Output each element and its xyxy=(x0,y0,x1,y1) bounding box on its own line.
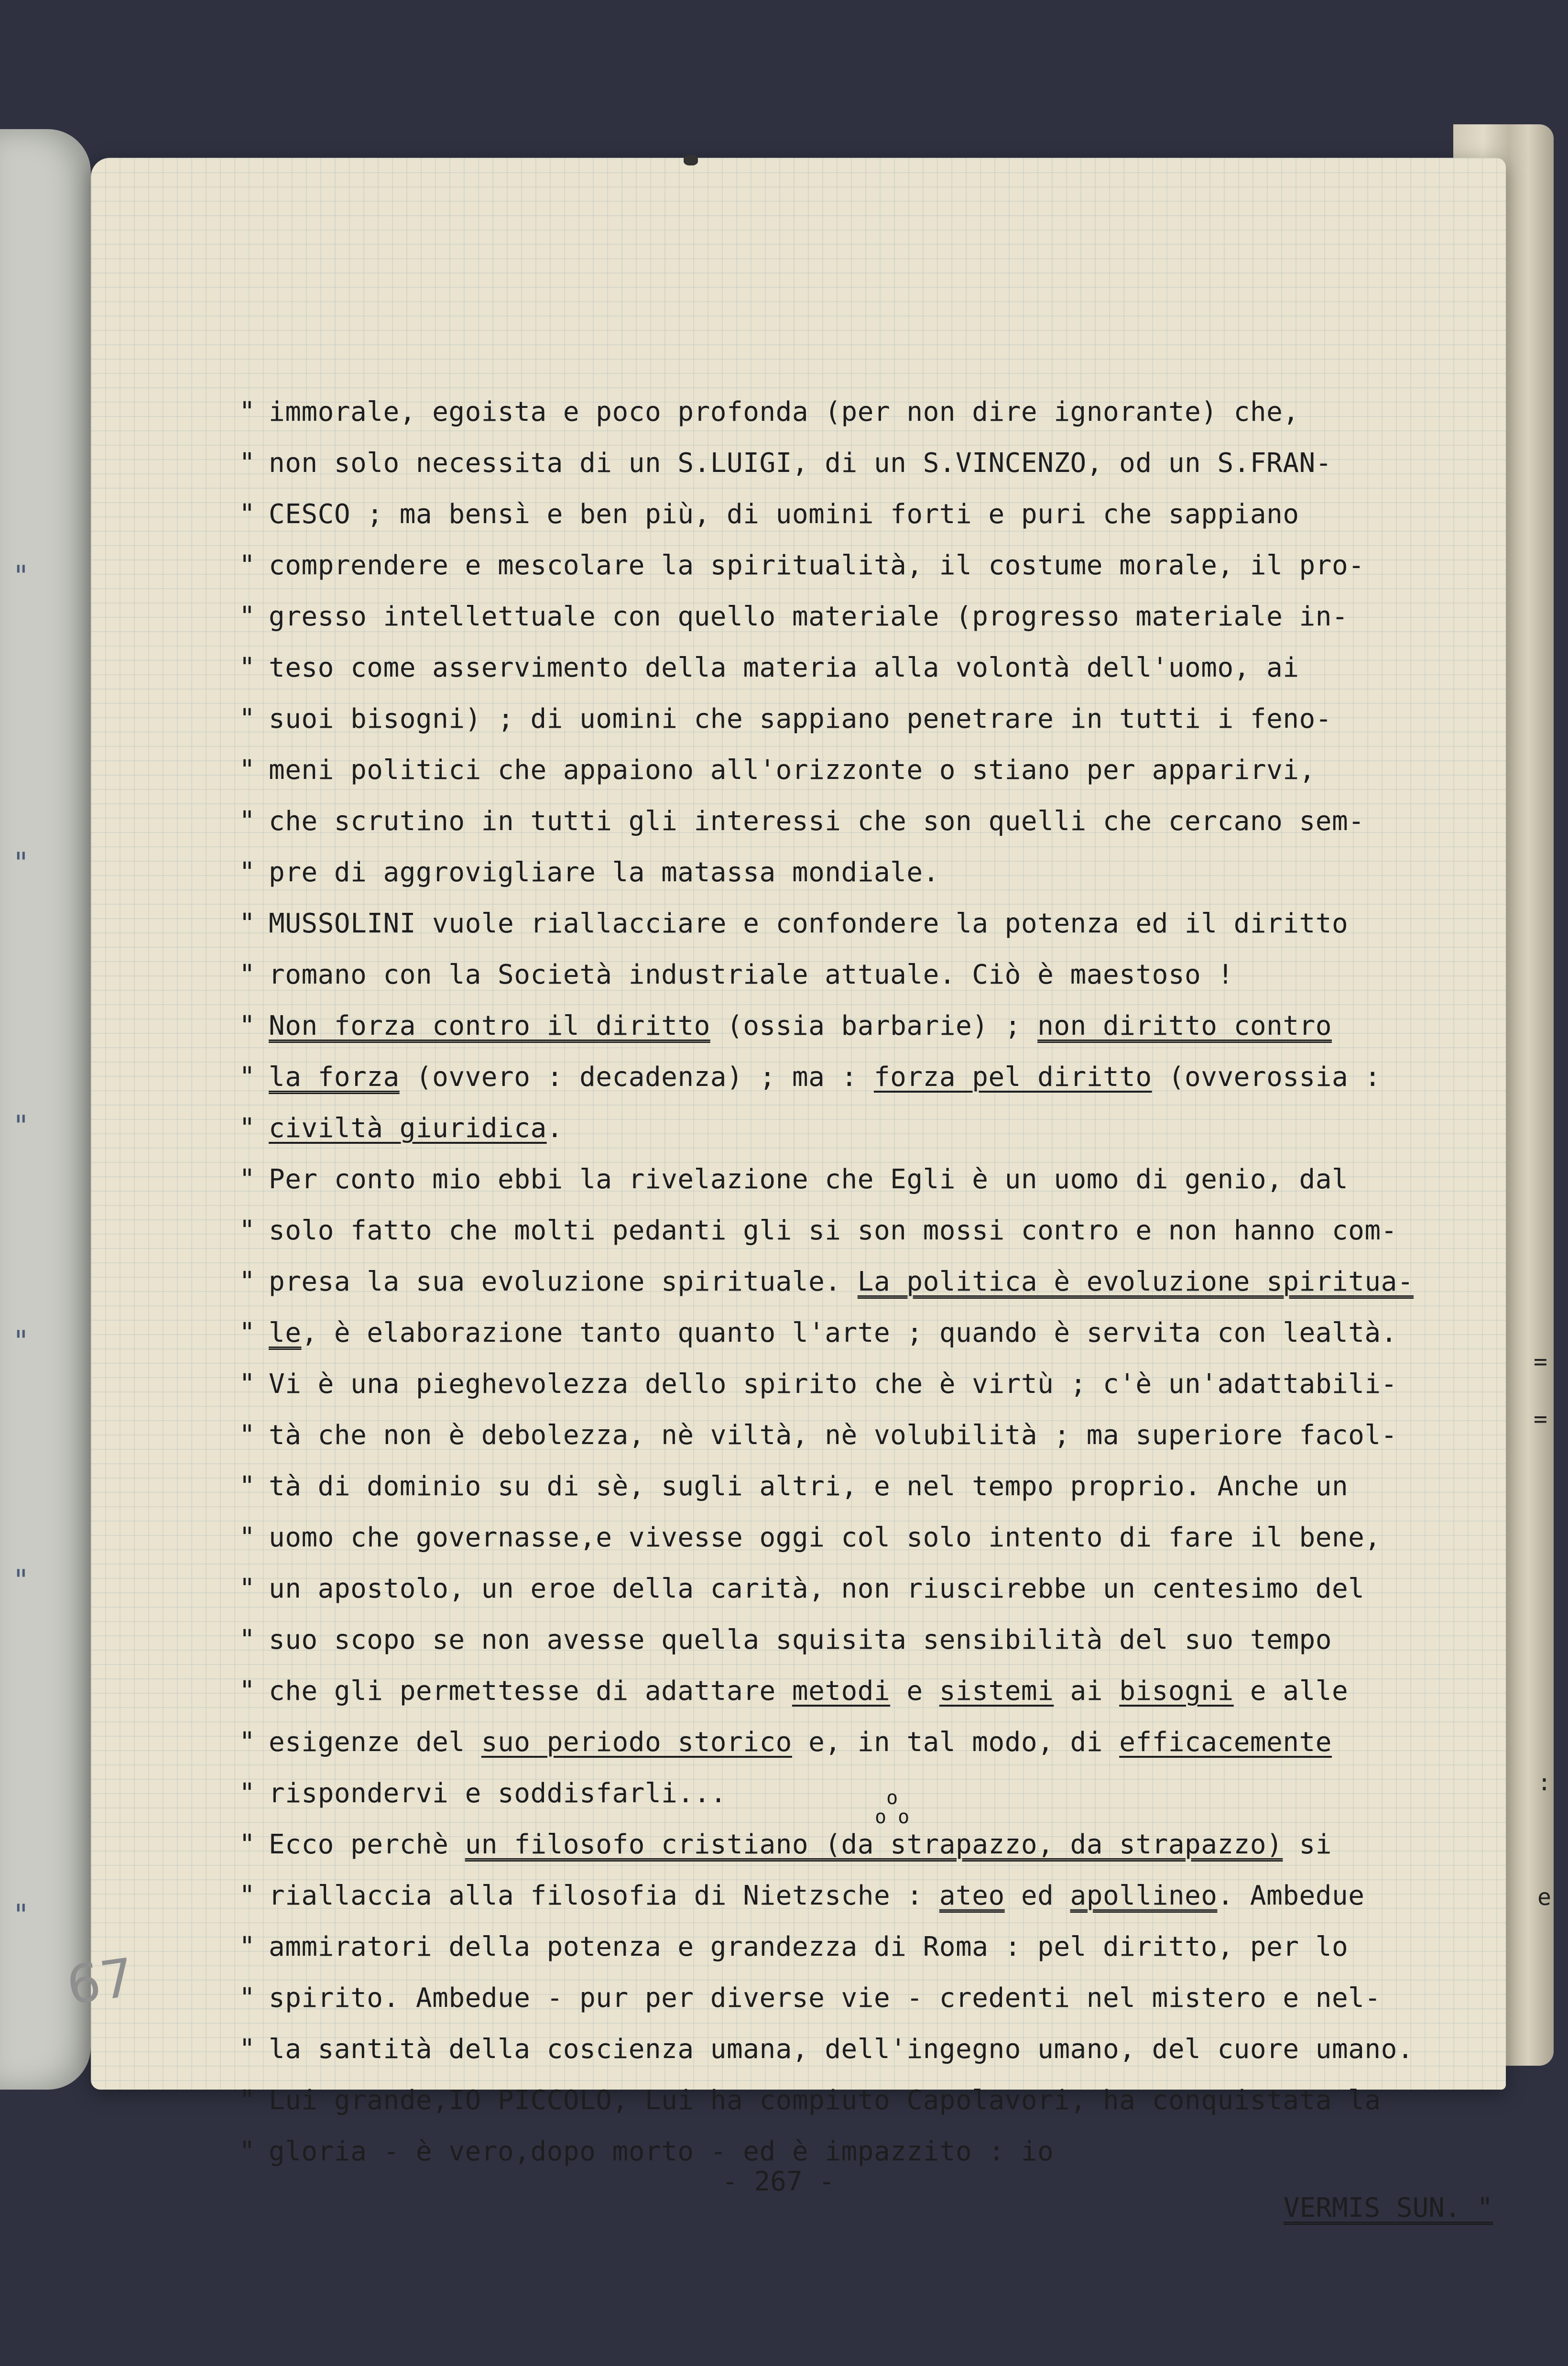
underlined-phrase: le xyxy=(269,1317,302,1348)
text-segment: pre di aggrovigliare la matassa mondiale. xyxy=(269,857,939,888)
margin-mark: " xyxy=(14,1898,28,1932)
text-segment: un apostolo, un eroe della carità, non riuscirebbe un centesimo del xyxy=(269,1573,1365,1604)
line-text xyxy=(269,806,1364,837)
text-segment: tà di dominio su di sè, sugli altri, e nel tempo proprio. Anche un xyxy=(269,1471,1349,1502)
stack-mark: : xyxy=(1537,1769,1551,1796)
text-segment: rispondervi e soddisfarli... xyxy=(269,1778,727,1809)
line-text xyxy=(269,499,1299,530)
signature-line xyxy=(1219,2161,1493,2255)
quote-mark: " xyxy=(239,1522,256,1553)
text-segment: che scrutino in tutti gli interessi che son quelli che cercano sem- xyxy=(269,806,1365,837)
underlined-phrase: non diritto contro xyxy=(1037,1010,1332,1041)
underlined-phrase: Non forza contro il diritto xyxy=(269,1010,710,1041)
text-segment: ai xyxy=(1054,1676,1120,1707)
typed-page xyxy=(91,158,1506,2224)
line-text xyxy=(269,1983,1381,2014)
ornament-circles: o o o xyxy=(875,1787,910,1828)
underlined-phrase: ateo xyxy=(939,1880,1005,1911)
text-segment: si xyxy=(1283,1829,1332,1860)
staple-mark xyxy=(684,155,698,165)
quote-mark: " xyxy=(239,396,256,427)
quote-mark: " xyxy=(239,1880,256,1911)
text-segment: suoi bisogni) ; di uomini che sappiano penetrare in tutti i feno- xyxy=(269,703,1332,734)
quote-mark: " xyxy=(239,2136,256,2167)
underlined-phrase: un filosofo cristiano (da strapazzo, da strapazzo) xyxy=(465,1829,1283,1860)
quote-mark: " xyxy=(239,755,256,786)
line-text xyxy=(269,1420,1397,1451)
stack-mark: = xyxy=(1534,1406,1547,1433)
text-segment: . xyxy=(546,1113,563,1144)
underlined-phrase: apollineo xyxy=(1070,1880,1218,1911)
line-text xyxy=(269,1523,1381,1553)
line-text xyxy=(269,704,1332,734)
quote-mark: " xyxy=(239,499,256,530)
quote-mark: " xyxy=(239,1317,256,1348)
quote-mark: " xyxy=(239,1573,256,1604)
quote-mark: " xyxy=(239,1676,256,1707)
quote-mark: " xyxy=(239,2034,256,2065)
text-segment: (ovvero : decadenza) ; ma : xyxy=(399,1062,874,1093)
line-text xyxy=(269,550,1364,581)
line-text xyxy=(269,1113,563,1144)
quote-mark: " xyxy=(239,1369,256,1400)
line-text xyxy=(269,1676,1348,1707)
line-text xyxy=(269,1829,1332,1860)
text-segment: meni politici che appaiono all'orizzonte o stiano per apparirvi, xyxy=(269,755,1316,786)
quote-mark: " xyxy=(239,1624,256,1655)
quote-mark: " xyxy=(239,1983,256,2014)
quote-mark: " xyxy=(239,1215,256,1246)
line-text xyxy=(269,1574,1364,1604)
text-segment: e xyxy=(890,1676,939,1707)
text-segment: gresso intellettuale con quello materiale (progresso materiale in- xyxy=(269,601,1349,632)
line-text xyxy=(269,653,1299,683)
line-text xyxy=(269,448,1332,479)
margin-mark: " xyxy=(14,1325,28,1358)
text-segment: esigenze del xyxy=(269,1727,481,1758)
text-segment: comprendere e mescolare la spiritualità, il costume morale, il pro- xyxy=(269,550,1365,581)
line-text xyxy=(269,1932,1348,1962)
signature-text: VERMIS SUN. " xyxy=(1283,2192,1493,2224)
underlined-phrase: forza pel diritto xyxy=(873,1062,1152,1093)
text-segment: , è elaborazione tanto quanto l'arte ; quando è servita con lealtà. xyxy=(301,1317,1397,1348)
text-segment: riallaccia alla filosofia di Nietzsche : xyxy=(269,1880,939,1911)
quote-mark: " xyxy=(239,1113,256,1144)
margin-mark: " xyxy=(14,559,28,593)
text-segment: CESCO ; ma bensì e ben più, di uomini forti e puri che sappiano xyxy=(269,499,1299,530)
quote-mark: " xyxy=(239,1420,256,1451)
margin-mark: " xyxy=(14,1109,28,1143)
text-segment: e alle xyxy=(1233,1676,1349,1707)
quote-mark: " xyxy=(239,1727,256,1758)
underlined-phrase: la forza xyxy=(269,1062,400,1093)
quote-mark: " xyxy=(239,1010,256,1041)
text-segment: romano con la Società industriale attuale. Ciò è maestoso ! xyxy=(269,959,1234,990)
text-segment: la santità della coscienza umana, dell'ingegno umano, del cuore umano. xyxy=(269,2034,1414,2065)
text-segment: ed xyxy=(1004,1880,1070,1911)
text-segment: (ovverossia : xyxy=(1152,1062,1381,1093)
text-segment: presa la sua evoluzione spirituale. xyxy=(269,1266,858,1297)
line-text xyxy=(269,1471,1348,1502)
quote-mark: " xyxy=(239,1829,256,1860)
line-text xyxy=(269,2136,1054,2167)
quote-mark: " xyxy=(239,1062,256,1093)
left-page xyxy=(0,129,91,2090)
text-segment: (ossia barbarie) ; xyxy=(710,1010,1038,1041)
stack-mark: e xyxy=(1537,1884,1551,1911)
line-text xyxy=(269,960,1234,990)
text-segment: teso come asservimento della materia alla volontà dell'uomo, ai xyxy=(269,652,1299,683)
quote-mark: " xyxy=(239,703,256,734)
quote-mark: " xyxy=(239,806,256,837)
line-text xyxy=(269,857,939,888)
line-text xyxy=(269,397,1299,427)
quote-mark: " xyxy=(239,857,256,888)
text-segment: ammiratori della potenza e grandezza di Roma : pel diritto, per lo xyxy=(269,1931,1349,1962)
underlined-phrase: efficacemente xyxy=(1119,1727,1332,1758)
text-segment: suo scopo se non avesse quella squisita sensibilità del suo tempo xyxy=(269,1624,1332,1655)
line-text xyxy=(269,1727,1332,1758)
text-segment: non solo necessita di un S.LUIGI, di un S.VINCENZO, od un S.FRAN- xyxy=(269,448,1332,479)
text-segment: spirito. Ambedue - pur per diverse vie - credenti nel mistero e nel- xyxy=(269,1983,1381,2014)
text-segment: MUSSOLINI vuole riallacciare e confondere la potenza ed il diritto xyxy=(269,908,1349,939)
underlined-phrase: civiltà giuridica xyxy=(269,1113,547,1144)
quote-mark: " xyxy=(239,1778,256,1809)
line-text xyxy=(269,1062,1381,1093)
stack-mark: = xyxy=(1534,1348,1547,1375)
quote-mark: " xyxy=(239,908,256,939)
line-text xyxy=(269,1164,1348,1195)
margin-mark: " xyxy=(14,1564,28,1597)
quote-mark: " xyxy=(239,550,256,581)
text-segment: Per conto mio ebbi la rivelazione che Egli è un uomo di genio, dal xyxy=(269,1164,1349,1195)
line-text xyxy=(269,2085,1381,2116)
underlined-phrase: La politica è evoluzione spiritua- xyxy=(857,1266,1414,1297)
quote-mark: " xyxy=(239,652,256,683)
line-text xyxy=(269,1011,1332,1041)
line-text xyxy=(269,1881,1364,1911)
underlined-phrase: sistemi xyxy=(939,1676,1054,1707)
text-segment: tà che non è debolezza, nè viltà, nè volubilità ; ma superiore facol- xyxy=(269,1420,1397,1451)
text-segment: e, in tal modo, di xyxy=(792,1727,1120,1758)
quote-mark: " xyxy=(239,448,256,479)
text-segment: immorale, egoista e poco profonda (per non dire ignorante) che, xyxy=(269,396,1299,427)
line-text xyxy=(269,1369,1397,1400)
quote-mark: " xyxy=(239,1931,256,1962)
quote-mark: " xyxy=(239,1164,256,1195)
quote-mark: " xyxy=(239,1471,256,1502)
line-text xyxy=(269,1318,1397,1348)
line-text xyxy=(269,2034,1414,2065)
text-segment: . Ambedue xyxy=(1217,1880,1365,1911)
line-text xyxy=(269,1625,1332,1655)
line-text xyxy=(269,602,1348,632)
underlined-phrase: suo periodo storico xyxy=(481,1727,792,1758)
text-segment: Lui grande,IO PICCOLO, Lui ha compiuto Capolavori, ha conquistata la xyxy=(269,2085,1381,2116)
quote-mark: " xyxy=(239,1266,256,1297)
text-segment: Ecco perchè xyxy=(269,1829,465,1860)
line-text xyxy=(269,1216,1397,1246)
page-number: - 267 - xyxy=(722,2166,835,2197)
quote-mark: " xyxy=(239,601,256,632)
line-text xyxy=(269,909,1348,939)
line-text xyxy=(269,755,1316,786)
quote-mark: " xyxy=(239,2085,256,2116)
underlined-phrase: metodi xyxy=(792,1676,891,1707)
line-text xyxy=(269,1778,727,1809)
margin-mark: " xyxy=(14,846,28,880)
text-segment: gloria - è vero,dopo morto - ed è impazzito : io xyxy=(269,2136,1054,2167)
text-segment: solo fatto che molti pedanti gli si son mossi contro e non hanno com- xyxy=(269,1215,1397,1246)
text-segment: uomo che governasse,e vivesse oggi col solo intento di fare il bene, xyxy=(269,1522,1381,1553)
text-segment: Vi è una pieghevolezza dello spirito che è virtù ; c'è un'adattabili- xyxy=(269,1369,1397,1400)
line-text xyxy=(269,1267,1414,1297)
pencil-note: 67 xyxy=(63,1946,138,2017)
text-segment: che gli permettesse di adattare xyxy=(269,1676,792,1707)
quote-mark: " xyxy=(239,959,256,990)
underlined-phrase: bisogni xyxy=(1119,1676,1234,1707)
